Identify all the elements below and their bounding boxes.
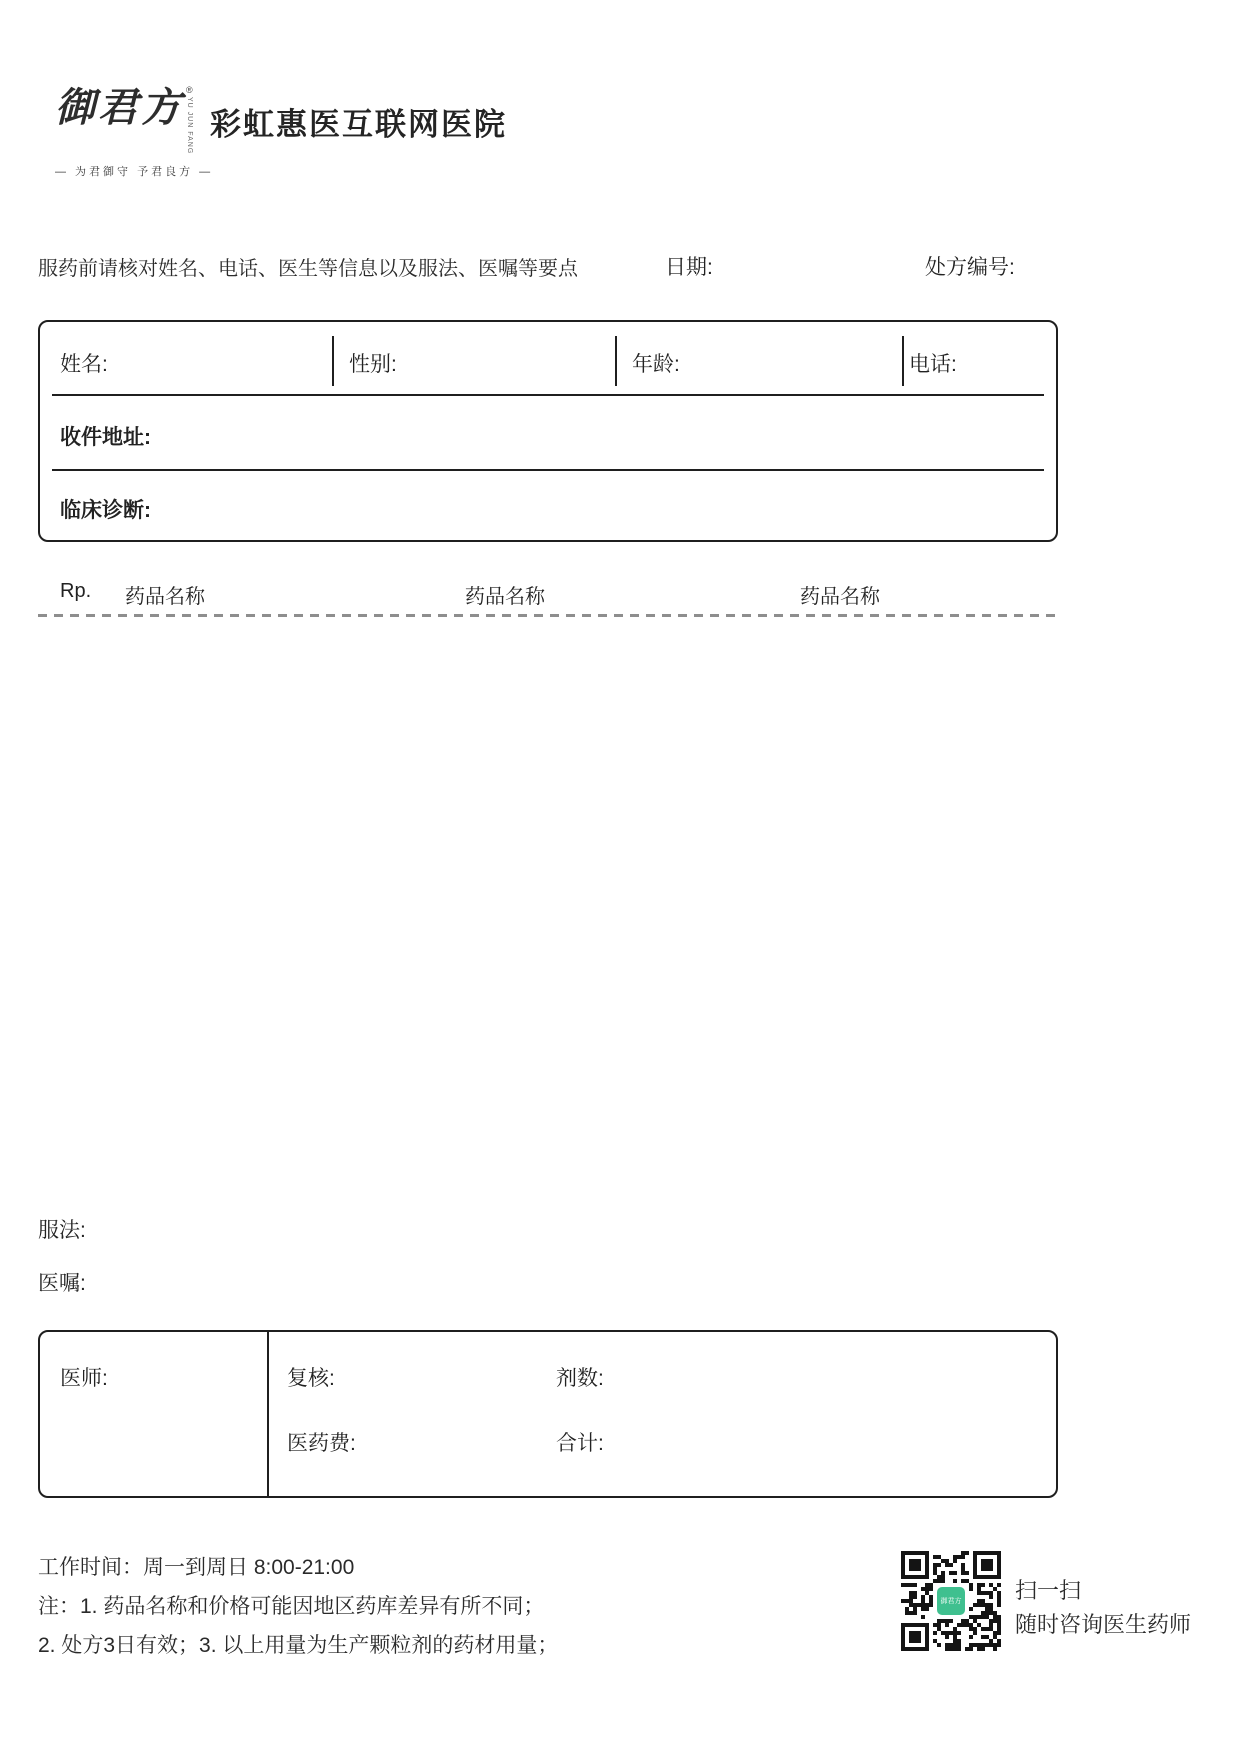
note-line-2: 2. 处方3日有效；3. 以上用量为生产颗粒剂的药材用量；: [38, 1634, 559, 1657]
logo-latin-name: YU JUN FANG: [186, 97, 193, 155]
row-divider: [52, 469, 1044, 471]
dashed-separator: [38, 614, 1056, 617]
patient-name-label: 姓名:: [60, 353, 108, 376]
registered-trademark-icon: ®: [186, 85, 193, 95]
date-label: 日期:: [665, 256, 713, 279]
logo-tagline: — 为君御守 予君良方 —: [55, 166, 214, 179]
doctor-advice-label: 医嘱:: [38, 1272, 86, 1295]
drug-name-column-header: 药品名称: [465, 586, 545, 608]
logo-row: [55, 86, 213, 154]
signoff-box: [38, 1330, 1058, 1498]
footer-notes: [38, 1548, 558, 1665]
column-divider: [267, 1332, 269, 1496]
dose-count-label: 剂数:: [556, 1367, 604, 1390]
note-line-1: 注：1. 药品名称和价格可能因地区药库差异有所不同；: [38, 1595, 545, 1618]
drug-name-column-header: 药品名称: [125, 586, 205, 608]
hospital-name-title: 彩虹惠医互联网医院: [210, 107, 507, 142]
review-label: 复核:: [287, 1367, 335, 1390]
physician-label: 医师:: [60, 1367, 108, 1390]
prescription-number-label: 处方编号:: [925, 256, 1015, 279]
logo-side-marks: [186, 86, 193, 154]
shipping-address-label: 收件地址:: [60, 426, 151, 449]
column-divider: [902, 336, 904, 386]
rp-label: Rp.: [60, 580, 92, 602]
clinical-diagnosis-label: 临床诊断:: [60, 499, 151, 522]
scan-title: 扫一扫: [1015, 1578, 1082, 1603]
logo-wordmark: 御君方: [55, 84, 184, 131]
verification-notice: 服药前请核对姓名、电话、医生等信息以及服法、医嘱等要点: [38, 258, 578, 280]
column-divider: [332, 336, 334, 386]
patient-info-box: [38, 320, 1058, 542]
work-hours-text: 工作时间：周一到周日 8:00-21:00: [38, 1556, 355, 1579]
usage-method-label: 服法:: [38, 1219, 86, 1242]
patient-age-label: 年龄:: [632, 353, 680, 376]
scan-subtitle: 随时咨询医生药师: [1015, 1612, 1192, 1637]
patient-gender-label: 性别:: [349, 353, 397, 376]
svg-text:御君方: 御君方: [940, 1598, 962, 1605]
row-divider: [52, 394, 1044, 396]
brand-logo: [55, 86, 213, 179]
drug-name-column-header: 药品名称: [800, 586, 880, 608]
total-label: 合计:: [556, 1432, 604, 1455]
column-divider: [615, 336, 617, 386]
medicine-fee-label: 医药费:: [287, 1432, 356, 1455]
patient-phone-label: 电话:: [909, 353, 957, 376]
qr-code-icon: [900, 1550, 1002, 1652]
